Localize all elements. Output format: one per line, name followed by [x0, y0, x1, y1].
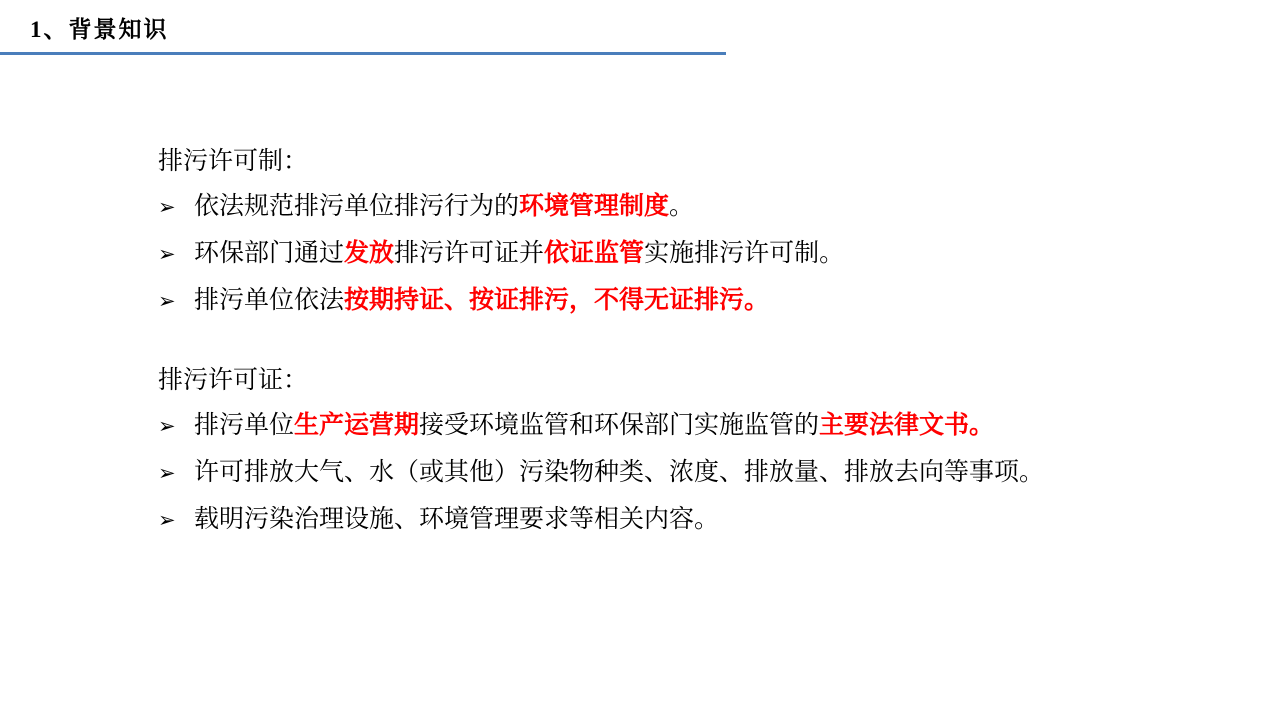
- plain-text: 依法规范排污单位排污行为的: [194, 192, 520, 220]
- arrow-bullet-icon: ➢: [158, 508, 176, 532]
- content-section: [158, 364, 1218, 536]
- plain-text: 实施排污许可制。: [644, 238, 845, 267]
- bullet-text: [194, 503, 1218, 537]
- bullet-text: [194, 456, 1218, 490]
- bullet-item: [158, 190, 1218, 224]
- emphasis-text: 环境管理制度: [519, 192, 670, 220]
- emphasis-text: 生产运营期: [294, 411, 420, 440]
- plain-text: 接受环境监管和环保部门实施监管的: [419, 411, 820, 440]
- arrow-bullet-icon: ➢: [158, 415, 176, 439]
- plain-text: 环保部门通过: [194, 238, 345, 267]
- arrow-bullet-icon: ➢: [158, 462, 176, 485]
- plain-text: 排污许可证并: [394, 238, 545, 267]
- emphasis-text: 主要法律文书。: [819, 411, 995, 440]
- content-section: [158, 145, 1218, 317]
- bullet-item: [158, 409, 1218, 443]
- emphasis-text: 依证监管: [544, 238, 645, 267]
- arrow-bullet-icon: ➢: [158, 289, 176, 313]
- bullet-item: [158, 503, 1218, 537]
- page-title: 1、背景知识: [30, 17, 169, 42]
- plain-text: 排污单位: [194, 411, 295, 440]
- emphasis-text: 发放: [344, 238, 395, 267]
- section-heading: 排污许可制：: [158, 147, 309, 175]
- bullet-item: [158, 284, 1218, 318]
- bullet-text: [194, 237, 1218, 271]
- bullet-text: [194, 284, 1218, 318]
- section-heading: 排污许可证：: [158, 366, 309, 395]
- bullet-text: [194, 409, 1218, 443]
- bullet-text: [194, 190, 1218, 224]
- bullet-item: [158, 237, 1218, 271]
- bullet-item: [158, 456, 1218, 490]
- arrow-bullet-icon: ➢: [158, 242, 176, 266]
- header-divider: [0, 52, 726, 55]
- slide-header: [0, 0, 760, 55]
- arrow-bullet-icon: ➢: [158, 196, 176, 219]
- emphasis-text: 按期持证、按证排污，不得无证排污。: [344, 285, 770, 314]
- plain-text: 排污单位依法: [194, 285, 345, 314]
- plain-text: 许可排放大气、水（或其他）污染物种类、浓度、排放量、排放去向等事项。: [194, 458, 1045, 486]
- section-spacer: [158, 330, 1218, 364]
- slide-body: [158, 145, 1218, 550]
- plain-text: 载明污染治理设施、环境管理要求等相关内容。: [194, 504, 720, 533]
- plain-text: 。: [669, 192, 695, 220]
